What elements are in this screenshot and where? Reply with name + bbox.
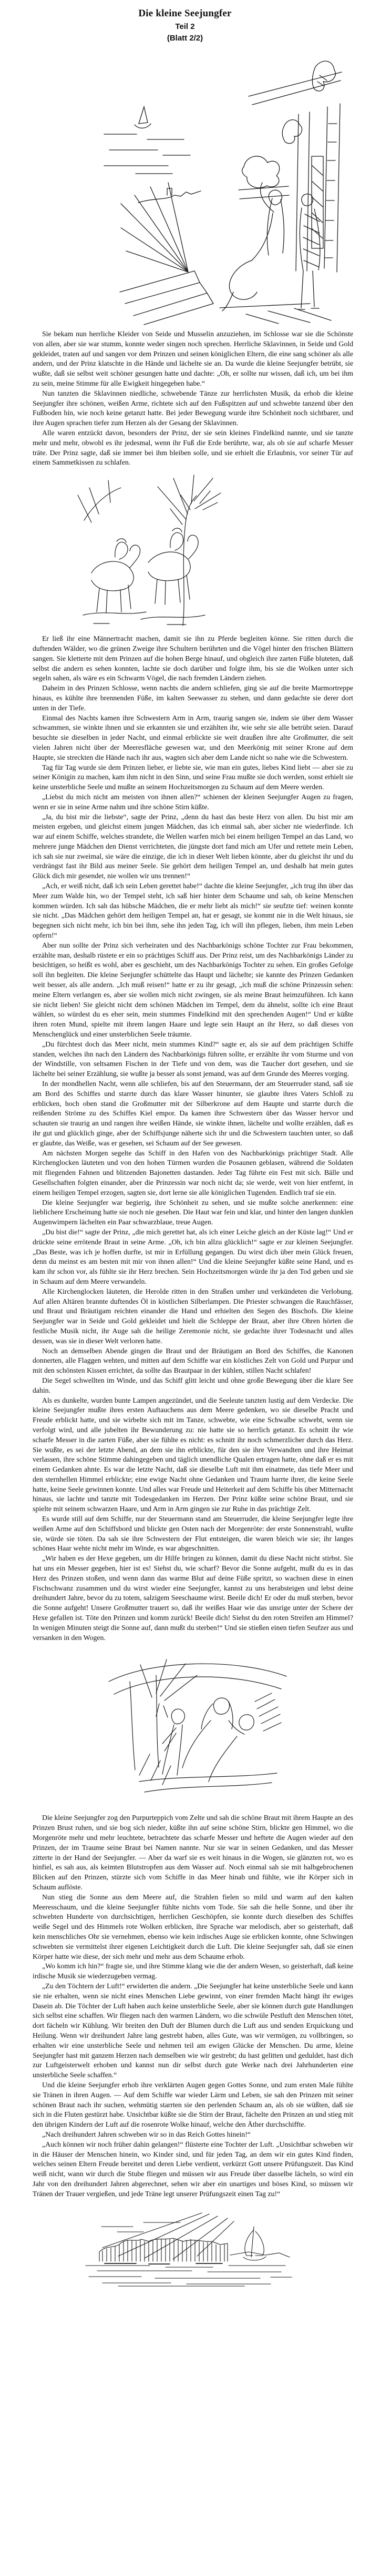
story-paragraph: Am nächsten Morgen segelte das Schiff in den Hafen von des Nachbarkönigs prächtiger Stadt. Alle Kirchenglocken läuteten und von den hohen Türmen wurden die Posaunen geblasen, während die Soldaten mit fliegenden Fahnen und blitzenden Bajonetten dastanden. Jeder Tag führte ein Fest mit sich. Bälle und Gesellschaften folgten einander, aber die Prinzessin war noch nicht da; sie werde, weit von hier entfernt, in einem heiligen Tempel erzogen, sagten sie, dort lerne sie alle königlichen Tugenden. Endlich traf sie ein. [33, 1149, 353, 1196]
story-paragraph: „Zu den Töchtern der Luft!“ erwiderten die andern. „Die Seejungfer hat keine unsterbliche Seele und kann sie nie erhalten, wenn sie nicht eines Menschen Liebe gewinnt, von einer fremden Macht hängt ihr ewiges Dasein ab. Die Töchter der Luft haben auch keine unsterbliche Seele, aber sie können durch gute Handlungen sich selbst eine schaffen. Wir fliegen nach den warmen Ländern, wo die schwüle Pestluft den Menschen tötet, dort fächeln wir Kühlung. Wir breiten den Duft der Blumen durch die Luft aus und senden Erquickung und Heilung. Wenn wir dreihundert Jahre lang gestrebt haben, alles Gute, was wir vermögen, zu vollbringen, so erhalten wir eine unsterbliche Seele und nehmen teil am ewigen Glücke der Menschen. Du arme, kleine Seejungfer hast mit ganzem Herzen nach demselben wie wir gestrebt; du hast gelitten und geduldet, hast dich zur Luftgeisterwelt erhoben und kannst nun dir selbst durch gute Werke nach drei Jahrhunderten eine unsterbliche Seele schaffen.“ [33, 1981, 353, 2079]
page-title: Die kleine Seejungfer [138, 8, 232, 19]
story-paragraph: Daheim in des Prinzen Schlosse, wenn nachts die andern schliefen, ging sie auf die breite Marmortreppe hinaus, es kühlte ihre brennenden Füße, im kalten Seewasser zu stehen, und dann gedachte sie derer dort unten in der Tiefe. [33, 684, 353, 712]
coast-ship-sketch [70, 2207, 301, 2287]
forest-riders-sketch [62, 472, 225, 629]
story-paragraph: Die kleine Seejungfer war begierig, ihre Schönheit zu sehen, und sie mußte solche anerkennen: eine lieblichere Erscheinung hatte sie noch nie gesehen. Die Haut war fein und klar, und hinter den langen dunklen Augenwimpern lächelten ein Paar schwarzblaue, treue Augen. [33, 1198, 353, 1226]
story-paragraph: Nun tanzten die Sklavinnen niedliche, schwebende Tänze zur herrlichsten Musik, da erhob die kleine Seejungfer ihre schönen, weißen Arme, richtete sich auf den Fußspitzen auf und schwebte tanzend über den Fußboden hin, wie noch keine getanzt hatte. Bei jeder Bewegung wurde ihre Schönheit noch sichtbarer, und ihre Augen sprachen tiefer zum Herzen als der Gesang der Sklavinnen. [33, 389, 353, 427]
story-paragraph: „Ja, du bist mir die liebste“, sagte der Prinz, „denn du hast das beste Herz von allen. Du bist mir am meisten ergeben, und gleichst einem jungen Mädchen, das ich einmal sah, aber sicher nie wiederfinde. Ich war auf einem Schiffe, welches strandete, die Wellen warfen mich bei einem heiligen Tempel an das Land, wo mehrere junge Mädchen den Dienst verrichteten, die jüngste dort fand mich am Ufer und rettete mein Leben, ich sah sie nur zweimal, sie wäre die einzige, die ich in dieser Welt lieben könnte, aber du gleichst ihr und du verdrängst fast ihr Bild aus meiner Seele. Sie gehört dem heiligen Tempel an, und deshalb hat mein gutes Glück dich mir gesendet, nie wollen wir uns trennen!“ [33, 812, 353, 880]
story-paragraph: Und die kleine Seejungfer erhob ihre verklärten Augen gegen Gottes Sonne, und zum ersten Male fühlte sie Tränen in ihren Augen. — Auf dem Schiffe war wieder Lärm und Leben, sie sah den Prinzen mit seiner schönen Braut nach ihr suchen, wehmütig starrten sie den perlenden Schaum an, als ob sie wüßten, daß sie sich in die Fluten gestürzt habe. Unsichtbar küßte sie die Stirn der Braut, fächelte den Prinzen an und stieg mit den übrigen Kindern der Luft auf die rosenrote Wolke hinauf, welche den Äther durchschiffte. [33, 2080, 353, 2129]
story-paragraph: Alle waren entzückt davon, besonders der Prinz, der sie sein kleines Findelkind nannte, und sie tanzte mehr und mehr, obwohl es ihr jedesmal, wenn ihr Fuß die Erde berührte, war, als ob sie auf scharfe Messer träte. Der Prinz sagte, daß sie immer bei ihm bleiben solle, und sie erhielt die Erlaubnis, vor seiner Tür auf einem Sammetkissen zu schlafen. [33, 428, 353, 467]
story-paragraph: Aber nun sollte der Prinz sich verheiraten und des Nachbarkönigs schöne Tochter zur Frau bekommen, erzählte man, deshalb rüstete er ein so prächtiges Schiff aus. Der Prinz reist, um des Nachbarkönigs Länder zu besichtigen, so heißt es wohl, aber es geschieht, um des Nachbarkönigs Tochter zu sehen. Ein großes Gefolge soll ihn begleiten. Die kleine Seejungfer schüttelte das Haupt und lächelte; sie kannte des Prinzen Gedanken weit besser, als alle andern. „Ich muß reisen!“ hatte er zu ihr gesagt, „ich muß die schöne Prinzessin sehen: meine Eltern verlangen es, aber sie wollen mich nicht zwingen, sie als meine Braut heimzuführen. Ich kann sie nicht lieben! Sie gleicht nicht dem schönen Mädchen im Tempel, dem du ähnelst, sollte ich eine Braut wählen, so würdest du es eher sein, mein stummes Findelkind mit den sprechenden Augen!“ Und er küßte ihren roten Mund, spielte mit ihrem langen Haare und legte sein Haupt an ihr Herz, so daß dieses von Menschenglück und einer unsterblichen Seele träumte. [33, 941, 353, 1039]
tent-sleepers-sketch [97, 1649, 297, 1807]
illustration-mermaid-on-palace-steps [88, 45, 370, 326]
story-paragraph: „Du bist die!“ sagte der Prinz, „die mich gerettet hat, als ich einer Leiche gleich an der Küste lag!“ Und er drückte seine errötende Braut in seine Arme. „Oh, ich bin allzu glücklich!“ sagte er zur kleinen Seejungfer. „Das Beste, was ich je hoffen durfte, ist mir in Erfüllung gegangen. Du wirst dich über mein Glück freuen, denn du meinst es am besten mit mir von ihnen allen!“ Und die kleine Seejungfer küßte seine Hand, und es kam ihr schon vor, als fühlte sie ihr Herz brechen. Sein Hochzeitsmorgen würde ihr ja den Tod geben und sie in Schaum auf dem Meere verwandeln. [33, 1227, 353, 1285]
story-paragraph: „Wir haben es der Hexe gegeben, um dir Hilfe bringen zu können, damit du diese Nacht nicht stirbst. Sie hat uns ein Messer gegeben, hier ist es! Siehst du, wie scharf? Bevor die Sonne aufgeht, mußt du es in das Herz des Prinzen stoßen, und wenn dann das warme Blut auf deine Füße spritzt, so wachsen diese in einen Fischschwanz zusammen und du wirst wieder eine Seejungfer, kannst zu uns herabsteigen und lebst deine dreihundert Jahre, bevor du zu totem, salzigem Seeschaume wirst. Beeile dich! Er oder du muß sterben, bevor die Sonne aufgeht! Unsere Großmutter trauert so, daß ihr weißes Haar wie das unsrige unter der Schere der Hexe gefallen ist. Töte den Prinzen und komm zurück! Beeile dich! Siehst du den roten Streifen am Himmel? In wenigen Minuten steigt die Sonne auf, dann mußt du sterben!“ Und sie stießen einen tiefen Seufzer aus und versanken in den Wogen. [33, 1554, 353, 1642]
story-paragraph: Nun stieg die Sonne aus dem Meere auf, die Strahlen fielen so mild und warm auf den kalten Meeresschaum, und die kleine Seejungfer fühlte nichts vom Tode. Sie sah die helle Sonne, und über ihr schwebten Hunderte von durchsichtigen, herrlichen Geschöpfen, sie konnte durch dieselben des Schiffes weiße Segel und des Himmels rote Wolken erblicken, ihre Sprache war melodisch, aber so geisterhaft, daß kein menschliches Ohr sie vernehmen, ebenso wie kein irdisches Auge sie erblicken konnte, ohne Schwingen schwebten sie vermittelst ihrer eigenen Leichtigkeit durch die Luft. Die kleine Seejungfer sah, daß sie einen Körper hatte wie diese, der sich mehr und mehr aus dem Schaume erhob. [33, 1893, 353, 1960]
story-paragraph: Sie bekam nun herrliche Kleider von Seide und Musselin anzuziehen, im Schlosse war sie die Schönste von allen, aber sie war stumm, konnte weder singen noch sprechen. Herrliche Sklavinnen, in Seide und Gold gekleidet, traten auf und sangen vor dem Prinzen und seinen königlichen Eltern, die eine sang schöner als alle andern, und der Prinz klatschte in die Hände und lächelte sie an. Da wurde die kleine Seejungfer betrübt, sie wußte, daß sie selbst weit schöner gesungen hatte und dachte: „Oh, er sollte nur wissen, daß ich, um bei ihm zu sein, meine Stimme für alle Ewigkeit hingegeben habe.“ [33, 330, 353, 387]
story-body [0, 45, 370, 2287]
story-paragraph: Die kleine Seejungfer zog den Purpurteppich vom Zelte und sah die schöne Braut mit ihrem Haupte an des Prinzen Brust ruhen, und sie bog sich nieder, küßte ihn auf seine schöne Stirn, blickte gen Himmel, wo die Morgenröte mehr und mehr leuchtete, betrachtete das scharfe Messer und heftete die Augen wieder auf den Prinzen, der im Traume seine Braut bei Namen nannte. Nur sie war in seinen Gedanken, und das Messer zitterte in der Hand der Seejungfer. — Aber da warf sie es weit hinaus in die Wogen, sie glänzten rot, wo es hinfiel, es sah aus, als keimten Blutstropfen aus dem Wasser auf. Noch einmal sah sie mit halbgebrochenen Blicken auf den Prinzen, stürzte sich vom Schiffe in das Meer hinab und fühlte, wie ihr Körper sich in Schaum auflöste. [33, 1814, 353, 1891]
page-subtitle-part: Teil 2 [175, 22, 195, 31]
story-paragraph: „Wo komm ich hin?“ fragte sie, und ihre Stimme klang wie die der andern Wesen, so geisterhaft, daß keine irdische Musik sie wiederzugeben vermag. [33, 1962, 353, 1980]
story-paragraph: Es wurde still auf dem Schiffe, nur der Steuermann stand am Steuerruder, die kleine Seejungfer legte ihre weißen Arme auf den Schiffsbord und blickte gen Osten nach der Morgenröte: der erste Sonnenstrahl, wußte sie, würde sie töten. Da sah sie ihre Schwestern der Flut entsteigen, die waren bleich wie sie; ihr langes schönes Haar wehte nicht mehr im Winde, es war abgeschnitten. [33, 1515, 353, 1553]
story-paragraph: Als es dunkelte, wurden bunte Lampen angezündet, und die Seeleute tanzten lustig auf dem Verdecke. Die kleine Seejungfer mußte ihres ersten Auftauchens aus dem Meere gedenken, wo sie dieselbe Pracht und Freude erblickt hatte, und sie wirbelte sich mit im Tanze, schwebte, wie eine Schwalbe schwebt, wenn sie verfolgt wird, und alle jubelten ihr Bewunderung zu: nie hatte sie so herrlich getanzt. Es schnitt ihr wie scharfe Messer in die zarten Füße, aber sie fühlte es nicht: es schnitt ihr noch schmerzlicher durch das Herz. Sie wußte, es sei der letzte Abend, an dem sie ihn erblickte, für den sie ihre Verwandten und ihre Heimat verlassen, ihre schöne Stimme dahingegeben und täglich unendliche Qualen ertragen hatte, ohne daß er es mit einem Gedanken ahnte. Es war die letzte Nacht, daß sie dieselbe Luft mit ihm einatmete, das tiefe Meer und den sternhellen Himmel erblickte; eine ewige Nacht ohne Gedanken und Traum harrte ihrer, die keine Seele hatte, keine Seele gewinnen konnte. Und alles war Freude und Heiterkeit auf dem Schiffe bis über Mitternacht hinaus, sie lachte und tanzte mit Todesgedanken im Herzen. Der Prinz küßte seine schöne Braut, und sie spielte mit seinem schwarzen Haare, und Arm in Arm gingen sie zur Ruhe in das prächtige Zelt. [33, 1396, 353, 1513]
palace-steps-sketch [88, 45, 351, 326]
story-paragraph: „Du fürchtest doch das Meer nicht, mein stummes Kind?“ sagte er, als sie auf dem prächtigen Schiffe standen, welches ihn nach den Ländern des Nachbarkönigs führen sollte, er erzählte ihr vom Sturme und von der Windstille, von seltsamen Fischen in der Tiefe und von dem, was die Taucher dort gesehen, und sie lächelte bei seiner Erzählung, sie wußte ja besser als sonst jemand, was auf dem Grunde des Meeres vorging. [33, 1040, 353, 1078]
story-paragraph: Er ließ ihr eine Männertracht machen, damit sie ihn zu Pferde begleiten könne. Sie ritten durch die duftenden Wälder, wo die grünen Zweige ihre Schultern berührten und die Vögel hinter den frischen Blättern sangen. Sie kletterte mit dem Prinzen auf die hohen Berge hinauf, und obgleich ihre zarten Füße bluteten, daß selbst die andern es sehen konnten, lachte sie doch darüber und folgte ihm, bis sie die Wolken unter sich segeln sahen, als wäre es ein Schwarm Vögel, die nach fremden Ländern ziehen. [33, 635, 353, 682]
story-paragraph: Noch an demselben Abende gingen die Braut und der Bräutigam an Bord des Schiffes, die Kanonen donnerten, alle Flaggen wehten, und mitten auf dem Schiffe war ein köstliches Zelt von Gold und Purpur und mit den schönsten Kissen errichtet, da sollte das Brautpaar in der kühlen, stillen Nacht schlafen! [33, 1346, 353, 1375]
story-paragraph: Alle Kirchenglocken läuteten, die Herolde ritten in den Straßen umher und verkündeten die Verlobung. Auf allen Altären brannte duftendes Öl in köstlichen Silberlampen. Die Priester schwangen die Rauchfässer, und Braut und Bräutigam reichten einander die Hand und erhielten den Segen des Bischofs. Die kleine Seejungfer war in Seide und Gold gekleidet und hielt die Schleppe der Braut, aber ihre Ohren hörten die festliche Musik nicht, ihr Auge sah die heilige Zeremonie nicht, sie gedachte ihrer Todesnacht und alles dessen, was sie in dieser Welt verloren hatte. [33, 1287, 353, 1345]
story-paragraph: „Auch können wir noch früher dahin gelangen!“ flüsterte eine Tochter der Luft. „Unsichtbar schweben wir in die Häuser der Menschen hinein, wo Kinder sind, und für jeden Tag, an dem wir ein gutes Kind finden, welches seinen Eltern Freude bereitet und deren Liebe verdient, verkürzt Gott unsere Prüfungszeit. Das Kind weiß nicht, wann wir durch die Stube fliegen und müssen wir aus Freude über dasselbe lächeln, so wird ein Jahr von den dreihundert Jahren abgerechnet, sehen wir aber ein unartiges und böses Kind, so müssen wir Tränen der Trauer vergießen, und jede Träne legt unserer Prüfungszeit einen Tag zu!“ [33, 2140, 353, 2198]
story-paragraph: In der mondhellen Nacht, wenn alle schliefen, bis auf den Steuermann, der am Steuerruder stand, saß sie am Bord des Schiffes und starrte durch das klare Wasser hinunter, sie glaubte ihres Vaters Schloß zu erblicken, hoch oben stand die Großmutter mit der Silberkrone auf dem Haupte und starrte durch die reißenden Ströme zu des Schiffes Kiel empor. Da kamen ihre Schwestern über das Wasser hervor und schauten sie traurig an und rangen ihre weißen Hände, sie winkte ihnen, lächelte und wollte erzählen, daß es ihr gut und glücklich ginge, aber der Schiffsjunge näherte sich ihr und die Schwestern tauchten unter, so daß er glaubte, das Weiße, was er gesehen, sei Schaum auf der See gewesen. [33, 1080, 353, 1147]
story-paragraph: „Nach dreihundert Jahren schweben wir so in das Reich Gottes hinein!“ [42, 2130, 251, 2138]
story-paragraph: Einmal des Nachts kamen ihre Schwestern Arm in Arm, traurig sangen sie, indem sie über dem Wasser schwammen, sie winkte ihnen und sie erkannten sie und erzählten ihr, wie sehr sie alle betrübt seien. Darauf besuchte sie dieselben in jeder Nacht, und einmal erblickte sie weit draußen ihre alte Großmutter, die seit vielen Jahren nicht über der Meeresfläche gewesen war, und den Meerkönig mit seiner Krone auf dem Haupte, sie streckten die Hände nach ihr aus, wagten sich aber dem Lande nicht so nahe wie die Schwestern. [33, 713, 353, 761]
story-paragraph: Die Segel schwellten im Winde, und das Schiff glitt leicht und ohne große Bewegung über die klare See dahin. [33, 1376, 353, 1394]
illustration-prince-and-mermaid-riding [62, 472, 370, 629]
story-paragraph: „Liebst du mich nicht am meisten von ihnen allen?“ schienen der kleinen Seejungfer Augen zu fragen, wenn er sie in seine Arme nahm und ihre schöne Stirn küßte. [33, 792, 353, 811]
illustration-mermaid-over-sleeping-couple [97, 1649, 370, 1807]
illustration-coast-with-ship [70, 2207, 370, 2287]
story-paragraph: „Ach, er weiß nicht, daß ich sein Leben gerettet habe!“ dachte die kleine Seejungfer, „ich trug ihn über das Meer zum Walde hin, wo der Tempel steht, ich saß hier hinter dem Schaume und sah, ob keine Menschen kommen würden. Ich sah das hübsche Mädchen, die er mehr liebt als mich!“ sie seufzte tief: weinen konnte sie nicht. „Das Mädchen gehört dem heiligen Tempel an, hat er gesagt, sie kommt nie in die Welt hinaus, sie begegnen sich nicht mehr, ich bin bei ihm, sehe ihn jeden Tag, ich will ihn pflegen, lieben, ihm mein Leben opfern!“ [33, 882, 353, 940]
page-subtitle-sheet: (Blatt 2/2) [167, 34, 203, 43]
story-paragraph: Tag für Tag wurde sie dem Prinzen lieber, er liebte sie, wie man ein gutes, liebes Kind liebt — aber sie zu seiner Königin zu machen, kam ihm nicht in den Sinn, und seine Frau mußte sie doch werden, sonst erhielt sie keine unsterbliche Seele und mußte an seinem Hochzeitsmorgen zu Schaum auf dem Meere werden. [33, 763, 353, 791]
document-header [0, 0, 370, 43]
